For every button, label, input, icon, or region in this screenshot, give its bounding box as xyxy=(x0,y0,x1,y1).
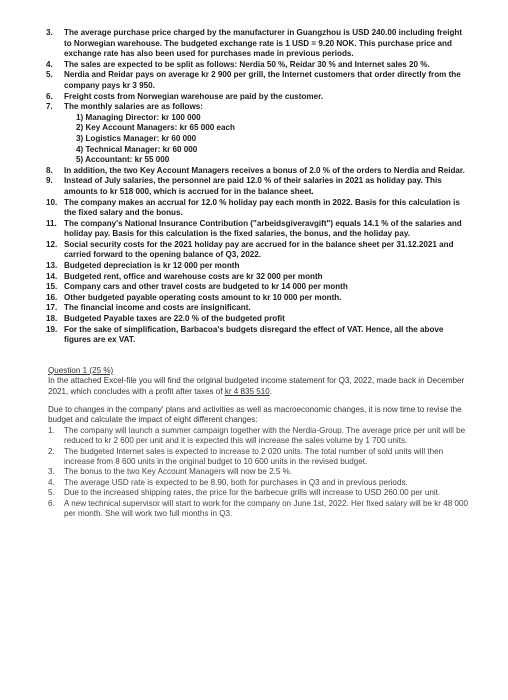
list-item-text: Due to the increased shipping rates, the price for the barbecue grills will increase to USD 260.00 per unit. xyxy=(64,488,441,498)
list-item-text: The bonus to the two Key Account Managers will now be 2.5 %. xyxy=(64,467,293,477)
list-item: 2. The budgeted Internet sales is expected to increase to 2 020 units. The total number of sold units will then increase from 8 600 units in the original budget to 10 600 units in the revised budget. xyxy=(48,446,444,467)
list-item-text: The average purchase price charged by the manufacturer in Guangzhou is USD 240.00 including freight to Norwegian warehouse. The budgeted exchange rate is 1 USD = 9.20 NOK. This purchase price and exchange rate has also been used for purchases made in previous periods. xyxy=(64,28,463,59)
list-item: 6. A new technical supervisor will start to work for the company on June 1st, 2022. Her fixed salary will be kr 48 000 per month. She will work two full months in Q3. xyxy=(48,498,468,519)
list-item-text: Nerdia and Reidar pays on average kr 2 900 per grill, the Internet customers that order directly from the company pays kr 3 950. xyxy=(64,70,461,90)
list-item-text: Company cars and other travel costs are budgeted to kr 14 000 per month xyxy=(64,282,348,292)
list-item-text: The budgeted Internet sales is expected to increase to 2 020 units. The total number of sold units will then increase from 8 600 units in the original budget to 10 600 units in the revised budget. xyxy=(64,446,444,467)
question-title: Question 1 (25 %) xyxy=(48,365,114,375)
list-item: 9. Instead of July salaries, the personnel are paid 12.0 % of their salaries in 2021 as holiday pay. This amounts to kr 518 000, which is accrued for in the balance sheet. xyxy=(46,176,442,196)
list-item: 19. For the sake of simplification, Barbacoa's budgets disregard the effect of VAT. Hence, all the above figures are ex VAT. xyxy=(46,324,444,345)
list-item-text: For the sake of simplification, Barbacoa's budgets disregard the effect of VAT. Hence, all the above figures are ex VAT. xyxy=(64,324,444,345)
salary-list xyxy=(64,113,470,166)
list-item: 17. The financial income and costs are insignificant. xyxy=(46,303,251,313)
list-item-text: Freight costs from Norwegian warehouse are paid by the customer. xyxy=(64,91,324,101)
list-item: 8. In addition, the two Key Account Managers receives a bonus of 2.0 % of the orders to Nerdia and Reidar. xyxy=(46,165,465,175)
salary-item: 2) Key Account Managers: kr 65 000 each xyxy=(76,123,235,133)
list-item-text: The average USD rate is expected to be 8.90, both for purchases in Q3 and in previous periods. xyxy=(64,477,408,487)
question-lead: Due to changes in the company' plans and activities as well as macroeconomic changes, it is now time to revise the budget and calculate the impact of eight different changes: xyxy=(48,405,462,425)
list-item: 4. The average USD rate is expected to be 8.90, both for purchases in Q3 and in previous periods. xyxy=(48,477,408,487)
list-item: 10. The company makes an accrual for 12.0 % holiday pay each month in 2022. Basis for this calculation is the fixed salary and the bonus. xyxy=(46,197,460,218)
list-item: 6. Freight costs from Norwegian warehouse are paid by the customer. xyxy=(46,91,324,101)
list-item: 5. Nerdia and Reidar pays on average kr 2 900 per grill, the Internet customers that order directly from the company pays kr 3 950. xyxy=(46,70,461,90)
list-item-text: The company will launch a summer campaign together with the Nerdia-Group. The average price per unit will be reduced to kr 2 600 per unit and it is expected this will increase the sales volume by 1 700 units. xyxy=(64,425,466,446)
list-item: 18. Budgeted Payable taxes are 22.0 % of the budgeted profit xyxy=(46,314,285,324)
changes-list xyxy=(0,426,508,520)
list-item-text: Instead of July salaries, the personnel are paid 12.0 % of their salaries in 2021 as holiday pay. This amounts to kr 518 000, which is accrued for in the balance sheet. xyxy=(64,176,442,196)
question-intro: In the attached Excel-file you will find the original budgeted income statement for Q3, 2022, made back in December 2021, which concludes with a profit after taxes of kr 4 835 510. xyxy=(48,376,465,396)
list-item: 1. The company will launch a summer campaign together with the Nerdia-Group. The average price per unit will be reduced to kr 2 600 per unit and it is expected this will increase the sales volume by 1 700 units. xyxy=(48,425,466,446)
list-item: 14. Budgeted rent, office and warehouse costs are kr 32 000 per month xyxy=(46,271,323,281)
list-item: 7. The monthly salaries are as follows: 1) Managing Director: kr 100 000 2) Key Account Managers: kr 65 000 each 3) Logistics Manager: kr 60 000 4) Technical Manager: kr 60 000 5) Accountant: kr 55 000 xyxy=(0,102,508,166)
salary-item: 5) Accountant: kr 55 000 xyxy=(76,155,170,165)
list-item-text: In addition, the two Key Account Managers receives a bonus of 2.0 % of the orders to Nerdia and Reidar. xyxy=(64,165,465,175)
list-item-text: The company's National Insurance Contribution ("arbeidsgiveravgift") equals 14.1 % of the salaries and holiday pay. Basis for this calculation is the fixed salaries, the bonus, and the holiday pay. xyxy=(64,218,462,239)
salary-item: 3) Logistics Manager: kr 60 000 xyxy=(76,133,197,143)
list-item: 3. The average purchase price charged by the manufacturer in Guangzhou is USD 240.00 including freight to Norwegian warehouse. The budgeted exchange rate is 1 USD = 9.20 NOK. This purchase price and exchange rate has also been used for purchases made in previous periods. xyxy=(46,28,463,59)
list-item-text: The financial income and costs are insignificant. xyxy=(64,303,251,313)
list-item-text: A new technical supervisor will start to work for the company on June 1st, 2022. Her fixed salary will be kr 48 000 per month. She will work two full months in Q3. xyxy=(64,498,468,519)
profit-amount: kr 4 835 510 xyxy=(224,386,270,396)
list-item: 5. Due to the increased shipping rates, the price for the barbecue grills will increase to USD 260.00 per unit. xyxy=(48,488,441,498)
list-item: 3. The bonus to the two Key Account Managers will now be 2.5 %. xyxy=(48,467,293,477)
list-item: 13. Budgeted depreciation is kr 12 000 per month xyxy=(46,261,240,271)
list-item: 15. Company cars and other travel costs are budgeted to kr 14 000 per month xyxy=(46,282,348,292)
list-item-text: Social security costs for the 2021 holiday pay are accrued for in the balance sheet per 31.12.2021 and carried forward to the opening balance of Q3, 2022. xyxy=(64,239,454,260)
list-item-text: The sales are expected to be split as follows: Nerdia 50 %, Reidar 30 % and Internet sales 20 %. xyxy=(64,59,430,69)
list-item: 16. Other budgeted payable operating costs amount to kr 10 000 per month. xyxy=(46,292,342,302)
salary-item: 1) Managing Director: kr 100 000 xyxy=(76,112,201,122)
list-item-text: Budgeted Payable taxes are 22.0 % of the budgeted profit xyxy=(64,314,285,324)
list-item: 11. The company's National Insurance Contribution ("arbeidsgiveravgift") equals 14.1 % of the salaries and holiday pay. Basis for this calculation is the fixed salaries, the bonus, and the holiday pay. xyxy=(46,218,462,239)
list-item-text: Budgeted rent, office and warehouse costs are kr 32 000 per month xyxy=(64,271,323,281)
budget-assumptions-list xyxy=(0,28,508,346)
salary-item: 4) Technical Manager: kr 60 000 xyxy=(76,144,198,154)
list-item-text: The company makes an accrual for 12.0 % holiday pay each month in 2022. Basis for this calculation is the fixed salary and the bonus. xyxy=(64,197,460,218)
list-item: 12. Social security costs for the 2021 holiday pay are accrued for in the balance sheet per 31.12.2021 and carried forward to the opening balance of Q3, 2022. xyxy=(46,239,454,260)
list-item-text: Other budgeted payable operating costs amount to kr 10 000 per month. xyxy=(64,292,342,302)
list-item-text: The monthly salaries are as follows: xyxy=(64,102,203,112)
list-item-text: Budgeted depreciation is kr 12 000 per month xyxy=(64,261,240,271)
list-item: 4. The sales are expected to be split as follows: Nerdia 50 %, Reidar 30 % and Internet sales 20 %. xyxy=(46,59,430,69)
